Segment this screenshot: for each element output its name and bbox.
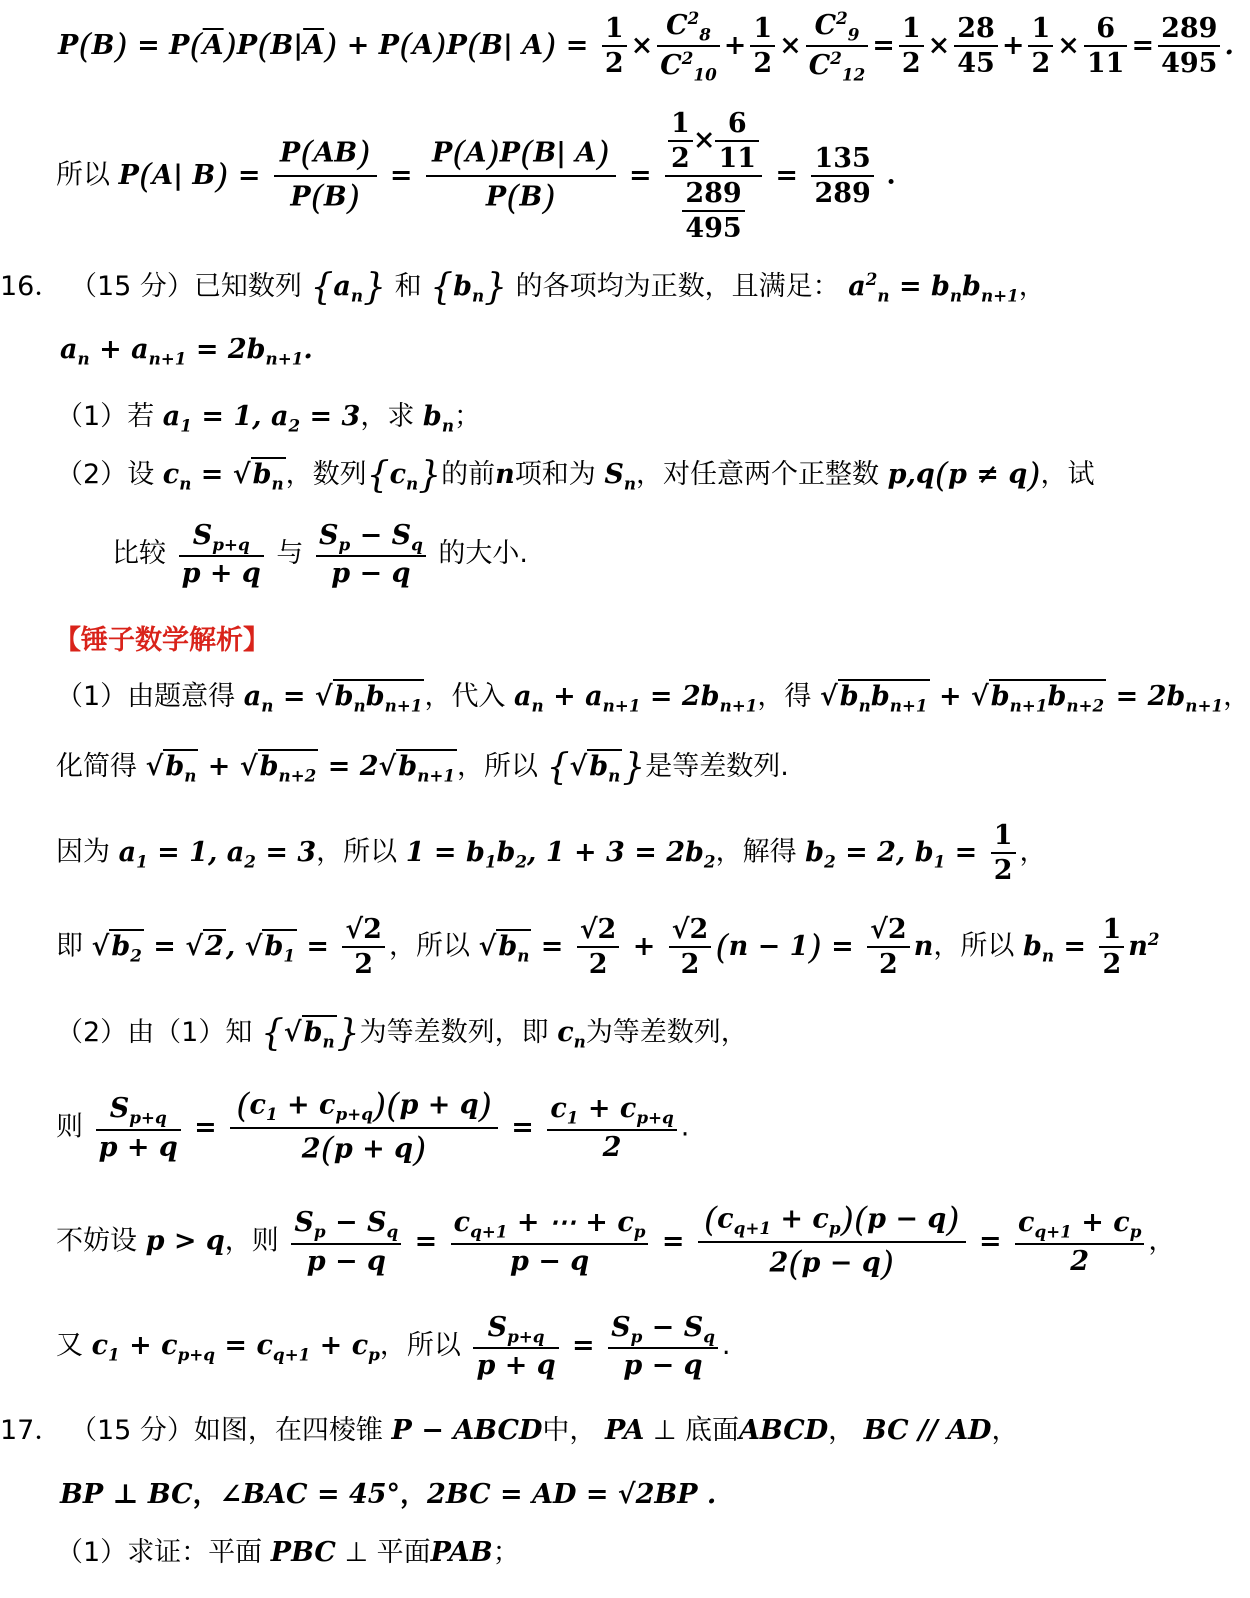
q17-cont: BP ⊥ BC，∠BAC = 45°，2BC = AD = √2BP . [60, 1479, 717, 1510]
word-ze-2: 则 [251, 1225, 279, 1257]
word-you: 又 [56, 1330, 83, 1362]
sol-part1-label: （1） [56, 681, 128, 712]
formula-pab: 所以 P(A| B) = $\frac{P(AB)}{P(B)}$ = $\frac{P(A)P(B| A)}{P(B)}$ = $\frac{1}{2}$ × $\frac{6}{11}$ $\frac{289}{495}$ = $\frac{135}{289}$ . [56, 108, 896, 244]
sol-line-2: 化简得 $√b_n + √b_{n+2} = 2√b_{n+1}$，所以 $\{√b_n\}$是等差数列. [56, 747, 789, 788]
word-shi: 试 [1067, 459, 1095, 490]
word-youtiyi: 由题意得 [127, 681, 236, 712]
word-she: 设 [127, 459, 155, 490]
word-suoyi-5: 所以 [960, 930, 1015, 962]
sol-line-4: 即 $√b_2 = √2$, $√b_1$ = $\frac{√2}{2}$ ，所以 $√b_n$ = $\frac{√2}{2}$ + $\frac{√2}{2}$ (n − 1) = $\frac{√2}{2}$ n，所以 $b_n$ = $\frac{1}{2}$ $n^2$ [56, 914, 1160, 980]
word-qiuzheng: 求证：平面 [127, 1537, 263, 1568]
word-renyi: 对任意两个正整数 [663, 459, 879, 490]
word-suoyi-4: 所以 [415, 930, 470, 962]
word-rutu: 如图，在四棱锥 [193, 1415, 383, 1446]
word-bijiao: 比较 [112, 538, 166, 570]
word-bufangshe: 不妨设 [56, 1225, 137, 1257]
q16-score: （15 分） [69, 271, 194, 302]
word-weidengcha2: 为等差数列， [585, 1017, 748, 1048]
word-qianxiang: 的前 [441, 459, 496, 490]
sol-line-6: 则 $\frac{S_{p+q}}{p + q}$ = $\frac{(c_1 + c_{p+q})(p + q)}{2(p + q)}$ = $\frac{c_1 + c_{p+q}}{2}$ . [56, 1086, 690, 1170]
word-dairu: 代入 [451, 681, 506, 712]
q16-number: 16． [0, 271, 62, 302]
word-xianghe: 项和为 [514, 459, 596, 490]
suoyi-label: 所以 [56, 159, 110, 191]
word-suoyi-2: 所以 [484, 751, 539, 782]
sol-line-5: （2）由（1）知 $\{√b_n\}$为等差数列，即 $c_n$为等差数列， [56, 1013, 748, 1054]
word-gexiang: 的各项均为正数，且满足： [515, 271, 840, 302]
word-jiede: 解得 [742, 836, 797, 868]
q16-part2: （2）设 $c_n = √b_n$，数列$\{c_n\}$的前n项和为 $S_n$，对任意两个正整数 p,q(p ≠ q)，试 [56, 455, 1095, 496]
part1-label: （1） [56, 401, 128, 432]
word-qiu: 求 [387, 401, 415, 432]
q16-stem: 16． （15 分）已知数列 $\{a_n\}$ 和 $\{b_n\}$ 的各项均为正数，且满足： $a^2_n = b_nb_{n+1}$， [0, 267, 1046, 308]
q17-number: 17． [0, 1415, 62, 1446]
formula-pb: $P(B) = P(\overline{A})P(B|\overline{A}) + P(A)P(B|$ A) = $\frac{1}{2}$ × $\frac{C^2_8}{C^2_{10}}$ + $\frac{1}{2}$ × $\frac{C^2_9}{C^2_{12}}$ = $\frac{1}{2}$ × $\frac{28}{45}$ + $\frac{1}{2}$ × $\frac{6}{11}$ = $\frac{289}{495}$ . [58, 8, 1234, 85]
q17-score: （15 分） [69, 1415, 194, 1446]
word-ze: 则 [56, 1111, 83, 1143]
solution-heading: 【锤子数学解析】 [54, 625, 270, 656]
sol-line-7: 不妨设 p > q，则 $\frac{S_p - S_q}{p - q}$ = $\frac{c_{q+1} + \cdots + c_p}{p - q}$ = $\frac{(c_{q+1} + c_p)(p - q)}{2(p - q)}$ = $\frac{c_{q+1} + c_p}{2}$ ， [56, 1200, 1176, 1284]
sol-line-8: 又 $c_1 + c_{p+q} = c_{q+1} + c_p$，所以 $\frac{S_{p+q}}{p + q}$ = $\frac{S_p - S_q}{p - q}$ . [56, 1312, 731, 1382]
sol-part2-label: （2） [56, 1017, 128, 1048]
word-ji: 即 [56, 930, 83, 962]
word-zhong: 中， [542, 1415, 597, 1446]
word-yinwei: 因为 [56, 836, 110, 868]
word-he: 和 [394, 271, 422, 302]
word-you1zhi: 由（1）知 [127, 1017, 253, 1048]
word-dimian: 底面 [684, 1415, 739, 1446]
sol-line-3: 因为 $a_1 = 1$, $a_2 = 3$，所以 $1 = b_1b_2$, $1 + 3 = 2b_2$，解得 $b_2 = 2$, $b_1$ = $\frac{1}{2}$ ， [56, 820, 1047, 886]
period: . [886, 159, 896, 191]
q17-part1-label: （1） [56, 1537, 128, 1568]
q17-stem: 17． （15 分）如图，在四棱锥 P − ABCD中， PA ⊥ 底面ABCD， BC // AD， [0, 1415, 1019, 1446]
word-daxiao: 的大小. [438, 538, 528, 570]
q16-part2-cont: 比较 $\frac{S_{p+q}}{p + q}$ 与 $\frac{S_p - S_q}{p - q}$ 的大小. [112, 520, 528, 590]
word-shulie: 数列 [247, 271, 302, 302]
word-suoyi-6: 所以 [406, 1330, 461, 1362]
word-ruo: 若 [127, 401, 155, 432]
word-shidengcha: 是等差数列. [645, 751, 789, 782]
q16-cont: $a_n + a_{n+1} = 2b_{n+1}$. [60, 334, 313, 369]
word-pingmian: 平面 [376, 1537, 431, 1568]
part2-label: （2） [56, 459, 128, 490]
word-de: 得 [784, 681, 812, 712]
word-suoyi-3: 所以 [343, 836, 398, 868]
word-shulie-2: 数列 [312, 459, 367, 490]
word-yu: 与 [276, 538, 304, 570]
word-weidengcha: 为等差数列，即 [359, 1017, 549, 1048]
q16-part1: （1）若 $a_1 = 1$, $a_2 = 3$，求 $b_n$； [56, 401, 481, 436]
sol-line-1: （1）由题意得 $a_n = √b_nb_{n+1}$，代入 $a_n + a_{n+1} = 2b_{n+1}$，得 $√b_nb_{n+1} + √b_{n+1}b_{n+2} = 2b_{n+1}$， [56, 681, 1250, 716]
q17-part1: （1）求证：平面 PBC ⊥ 平面PAB； [56, 1537, 520, 1568]
word-huajian: 化简得 [56, 751, 137, 782]
